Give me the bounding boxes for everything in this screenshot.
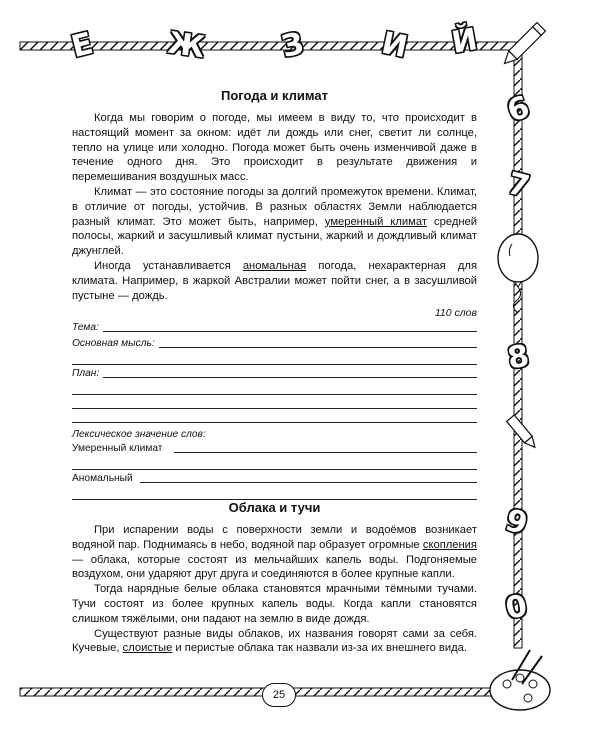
underlined-term: скопления	[422, 538, 477, 551]
lexical-label: Лексическое значение слов:	[72, 429, 206, 441]
plan-field[interactable]	[72, 365, 477, 381]
answer-line[interactable]	[72, 409, 477, 423]
border-letter: Е	[68, 26, 97, 65]
main-idea-label: Основная мысль:	[72, 338, 159, 349]
border-digit: 7	[504, 165, 533, 206]
section-weather-climate	[72, 88, 477, 500]
underlined-term: аномальная	[242, 259, 307, 272]
paragraph: Тогда нарядные белые облака становятся мрачными тёмными тучами. Тучи состоят из более крупных капель воды. Когда капли становятся слишком тяжёлыми, они падают на землю в виде дождя.	[72, 583, 477, 625]
underlined-term: слоистые	[122, 642, 173, 655]
topic-label: Тема:	[72, 322, 103, 333]
term1-field[interactable]	[72, 440, 477, 456]
word-count: 110 слов	[434, 307, 477, 320]
underlined-term: умеренный климат	[324, 215, 427, 228]
border-letter: З	[278, 26, 307, 65]
topic-field[interactable]	[72, 319, 477, 335]
border-letter: И	[378, 25, 411, 66]
plan-label: План:	[72, 368, 103, 379]
answer-line[interactable]	[72, 381, 477, 395]
answer-line[interactable]	[72, 351, 477, 365]
paragraph: При испарении воды с поверхности земли и водоёмов возникает водяной пар. Поднимаясь в небо, водяной пар образует огромные скопления — облака, которые состоят из мельчайших капель воды. Подгоняемые воздухом, они ударяют друг друга и соединяются в более крупные капли.	[72, 524, 477, 581]
term-label: Умеренный климат	[72, 443, 166, 454]
paragraph: Когда мы говорим о погоде, мы имеем в виду то, что происходит в настоящий момент за окном: идёт ли дождь или снег, светит ли солнце, тепло на улице или холодно. Погода может быть очень изменчивой даже в течение одного дня. Это происходит в результате движения и перемешивания воздушных масс.	[72, 112, 477, 184]
answer-line[interactable]	[72, 486, 477, 500]
paragraph: Иногда устанавливается аномальная погода, нехарактерная для климата. Например, в жаркой Австралии может пойти снег, а в засушливой пустыне — дождь.	[72, 259, 477, 302]
border-digit: 9	[501, 502, 532, 543]
term-label: Аномальный	[72, 473, 137, 484]
main-idea-field[interactable]	[72, 335, 477, 351]
paragraph: Существуют разные виды облаков, их названия говорят сами за себя. Кучевые, слоистые и перистые облака так назвали из-за их внешнего вида.	[72, 627, 477, 655]
term2-field[interactable]	[72, 470, 477, 486]
top-rope-border	[20, 42, 516, 50]
answer-line[interactable]	[72, 395, 477, 409]
section-title: Погода и климат	[221, 88, 328, 103]
worksheet	[72, 319, 477, 500]
border-letter: Ж	[165, 25, 207, 66]
page-number: 25	[262, 683, 296, 707]
pencil-icon	[507, 415, 539, 451]
section-title: Облака и тучи	[228, 500, 321, 515]
border-digit: 8	[505, 338, 532, 377]
paragraph: Климат — это состояние погоды за долгий промежуток времени. Климат, в отличие от погоды, устойчив. В разных областях Земли наблюдается разный климат. Это может быть, например, умеренный климат средней полосы, жаркий и засушливый климат пустыни, жаркий и дождливый климат джунглей.	[72, 185, 478, 258]
paint-palette-icon	[490, 650, 550, 710]
border-digit: 0	[502, 588, 531, 627]
border-letter: Й	[449, 22, 480, 61]
bottom-rope-border	[20, 688, 500, 696]
border-digit: 6	[503, 89, 534, 130]
section-clouds	[72, 500, 477, 656]
answer-line[interactable]	[72, 456, 477, 470]
